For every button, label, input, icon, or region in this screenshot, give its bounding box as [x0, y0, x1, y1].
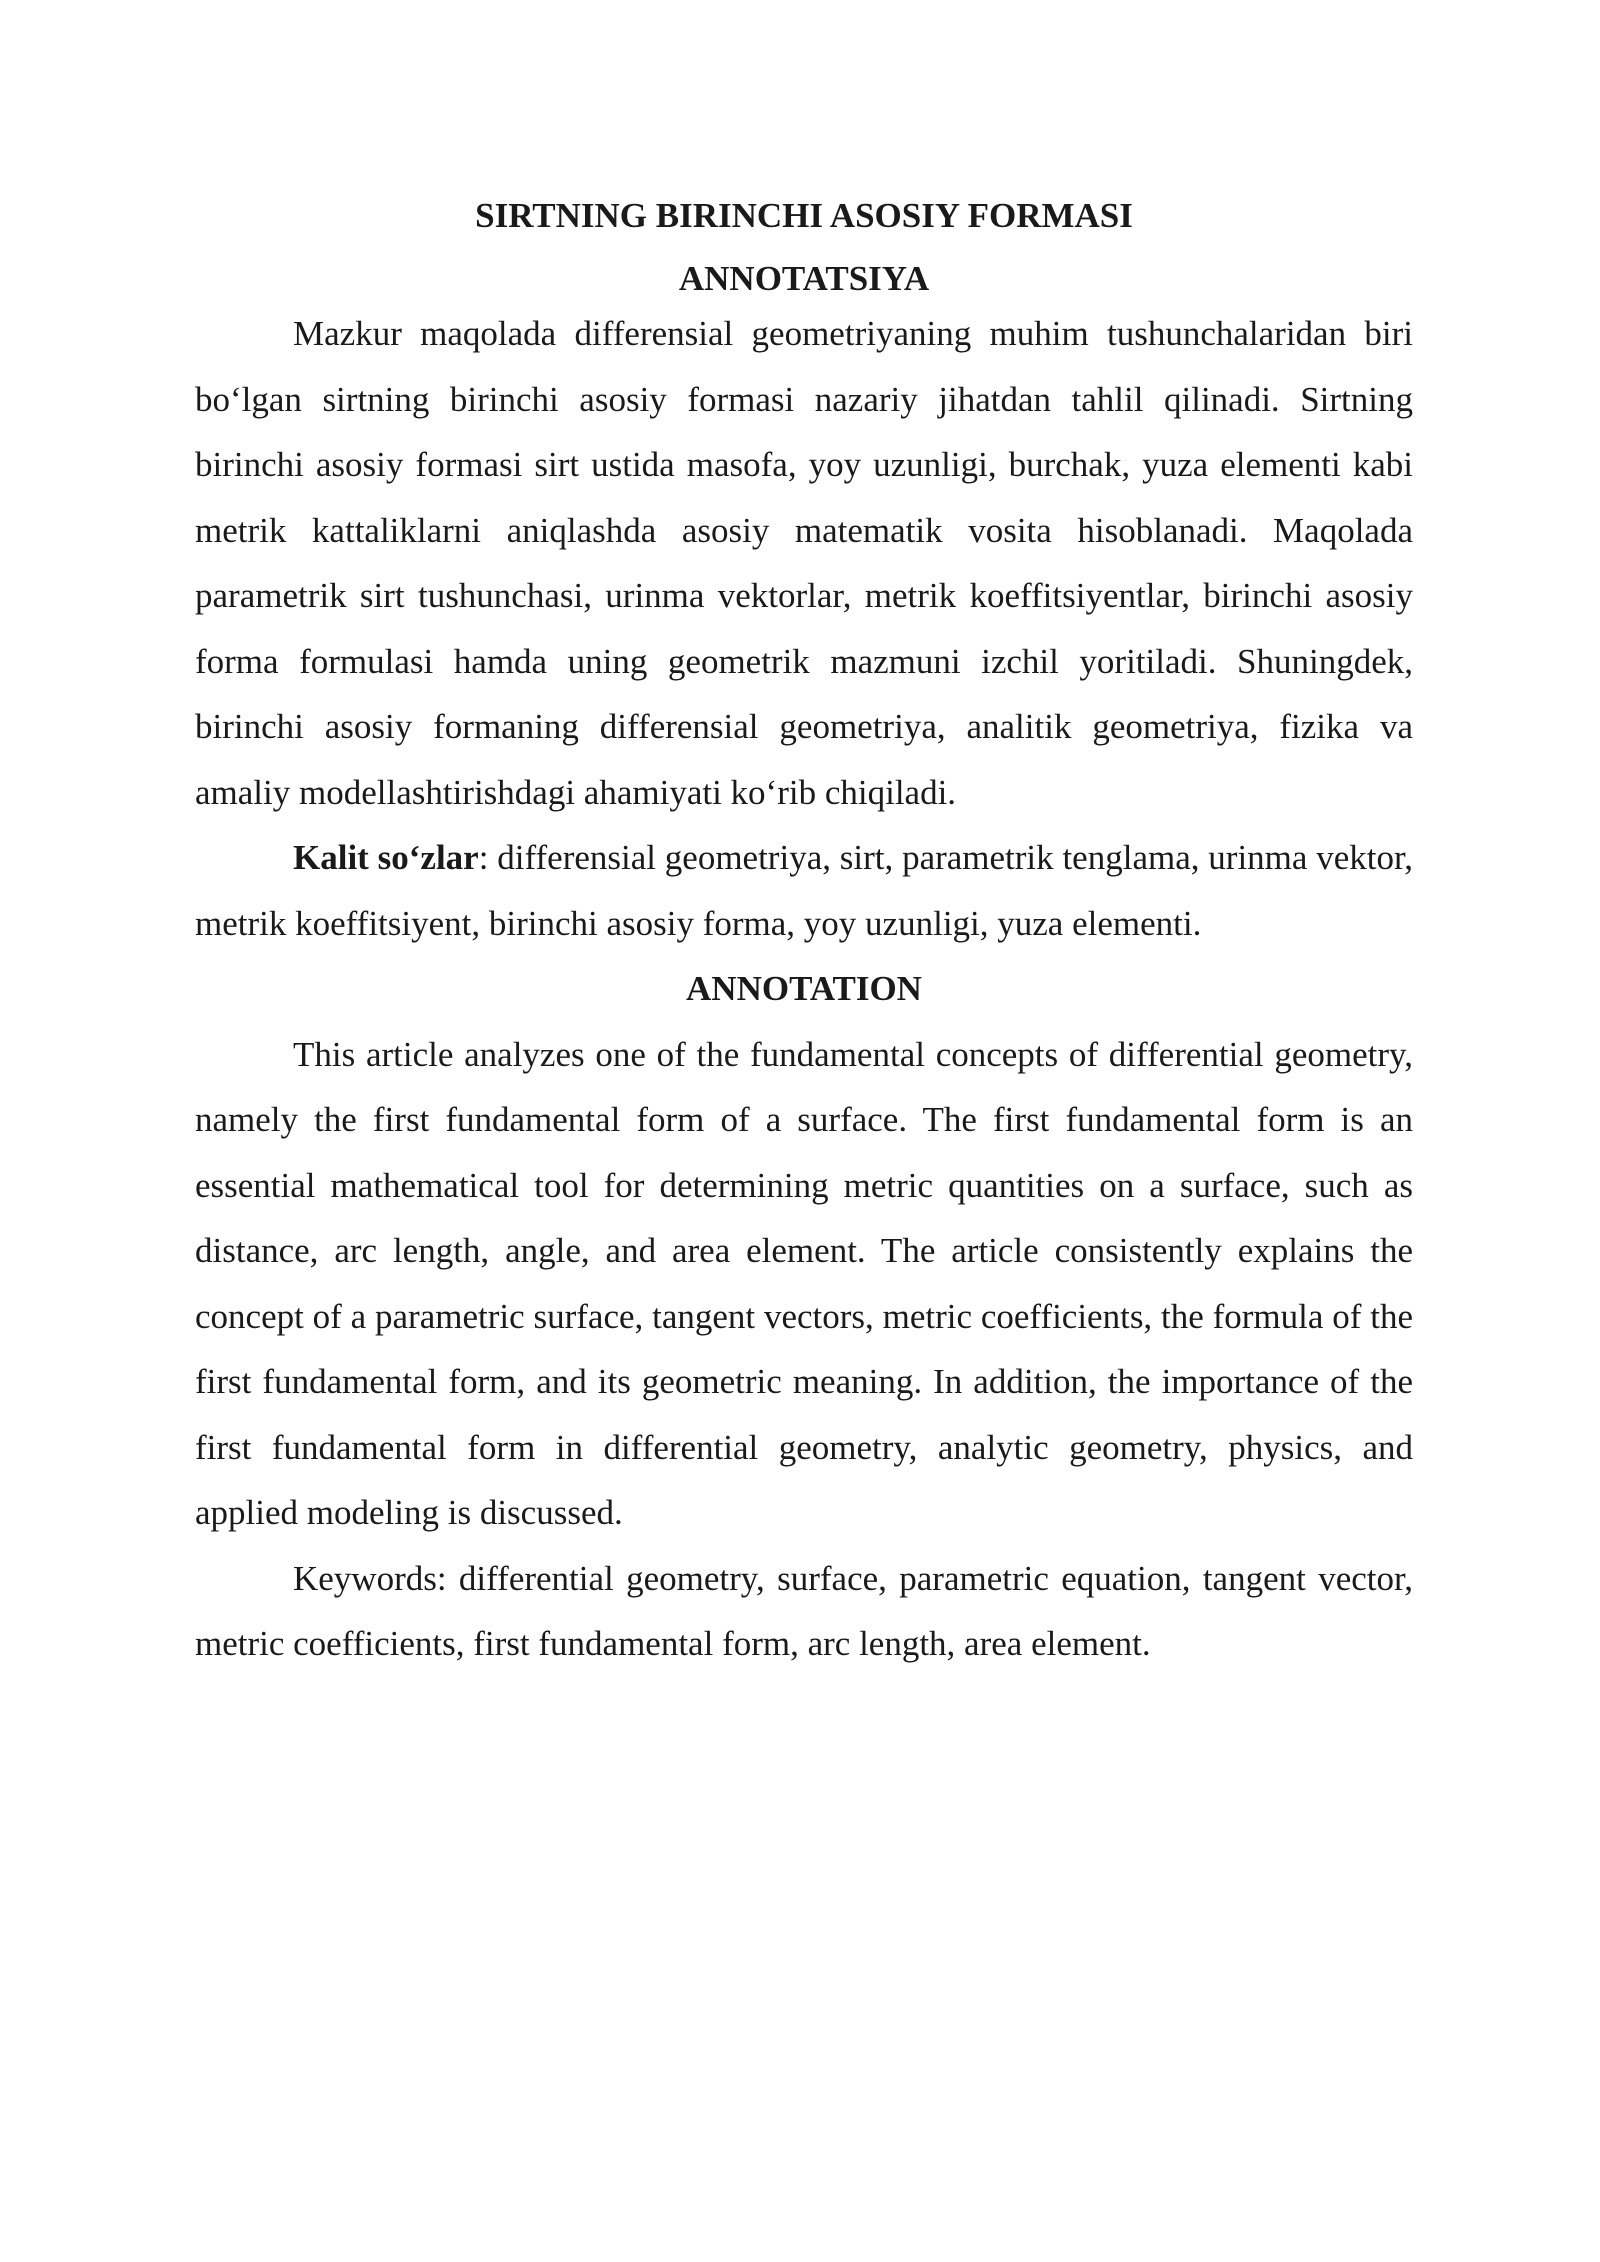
uz-abstract: Mazkur maqolada differensial geometriyaning muhim tushunchalaridan biri bo‘lgan sirtning birinchi asosiy formasi nazariy jihatdan tahlil qilinadi. Sirtning birinchi asosiy formasi sirt ustida masofa, yoy uzunligi, burchak, yuza elementi kabi metrik kattaliklarni aniqlashda asosiy matematik vosita hisoblanadi. Maqolada parametrik sirt tushunchasi, urinma vektorlar, metrik koeffitsiyentlar, birinchi asosiy forma formulasi hamda uning geometrik mazmuni izchil yoritiladi. Shuningdek, birinchi asosiy formaning differensial geometriya, analitik geometriya, fizika va amaliy modellashtirishdagi ahamiyati ko‘rib chiqiladi. [195, 314, 1413, 812]
article-content [195, 190, 1413, 1677]
en-annotation-heading: ANNOTATION [686, 969, 922, 1008]
uz-keywords-label: Kalit so‘zlar [293, 838, 479, 877]
uz-annotation-heading: ANNOTATSIYA [678, 259, 930, 298]
uz-keywords [195, 825, 1413, 956]
uz-keywords-text: : differensial geometriya, sirt, parametrik tenglama, urinma vektor, metrik koeffitsiyent, birinchi asosiy forma, yoy uzunligi, yuza elementi. [195, 838, 1414, 943]
en-abstract: This article analyzes one of the fundamental concepts of differential geometry, namely the first fundamental form of a surface. The first fundamental form is an essential mathematical tool for determining metric quantities on a surface, such as distance, arc length, angle, and area element. The article consistently explains the concept of a parametric surface, tangent vectors, metric coefficients, the formula of the first fundamental form, and its geometric meaning. In addition, the importance of the first fundamental form in differential geometry, analytic geometry, physics, and applied modeling is discussed. [195, 1034, 1413, 1532]
article-title: SIRTNING BIRINCHI ASOSIY FORMASI [475, 196, 1133, 235]
en-keywords: Keywords: differential geometry, surface, parametric equation, tangent vector, metric coefficients, first fundamental form, arc length, area element. [195, 1558, 1413, 1663]
